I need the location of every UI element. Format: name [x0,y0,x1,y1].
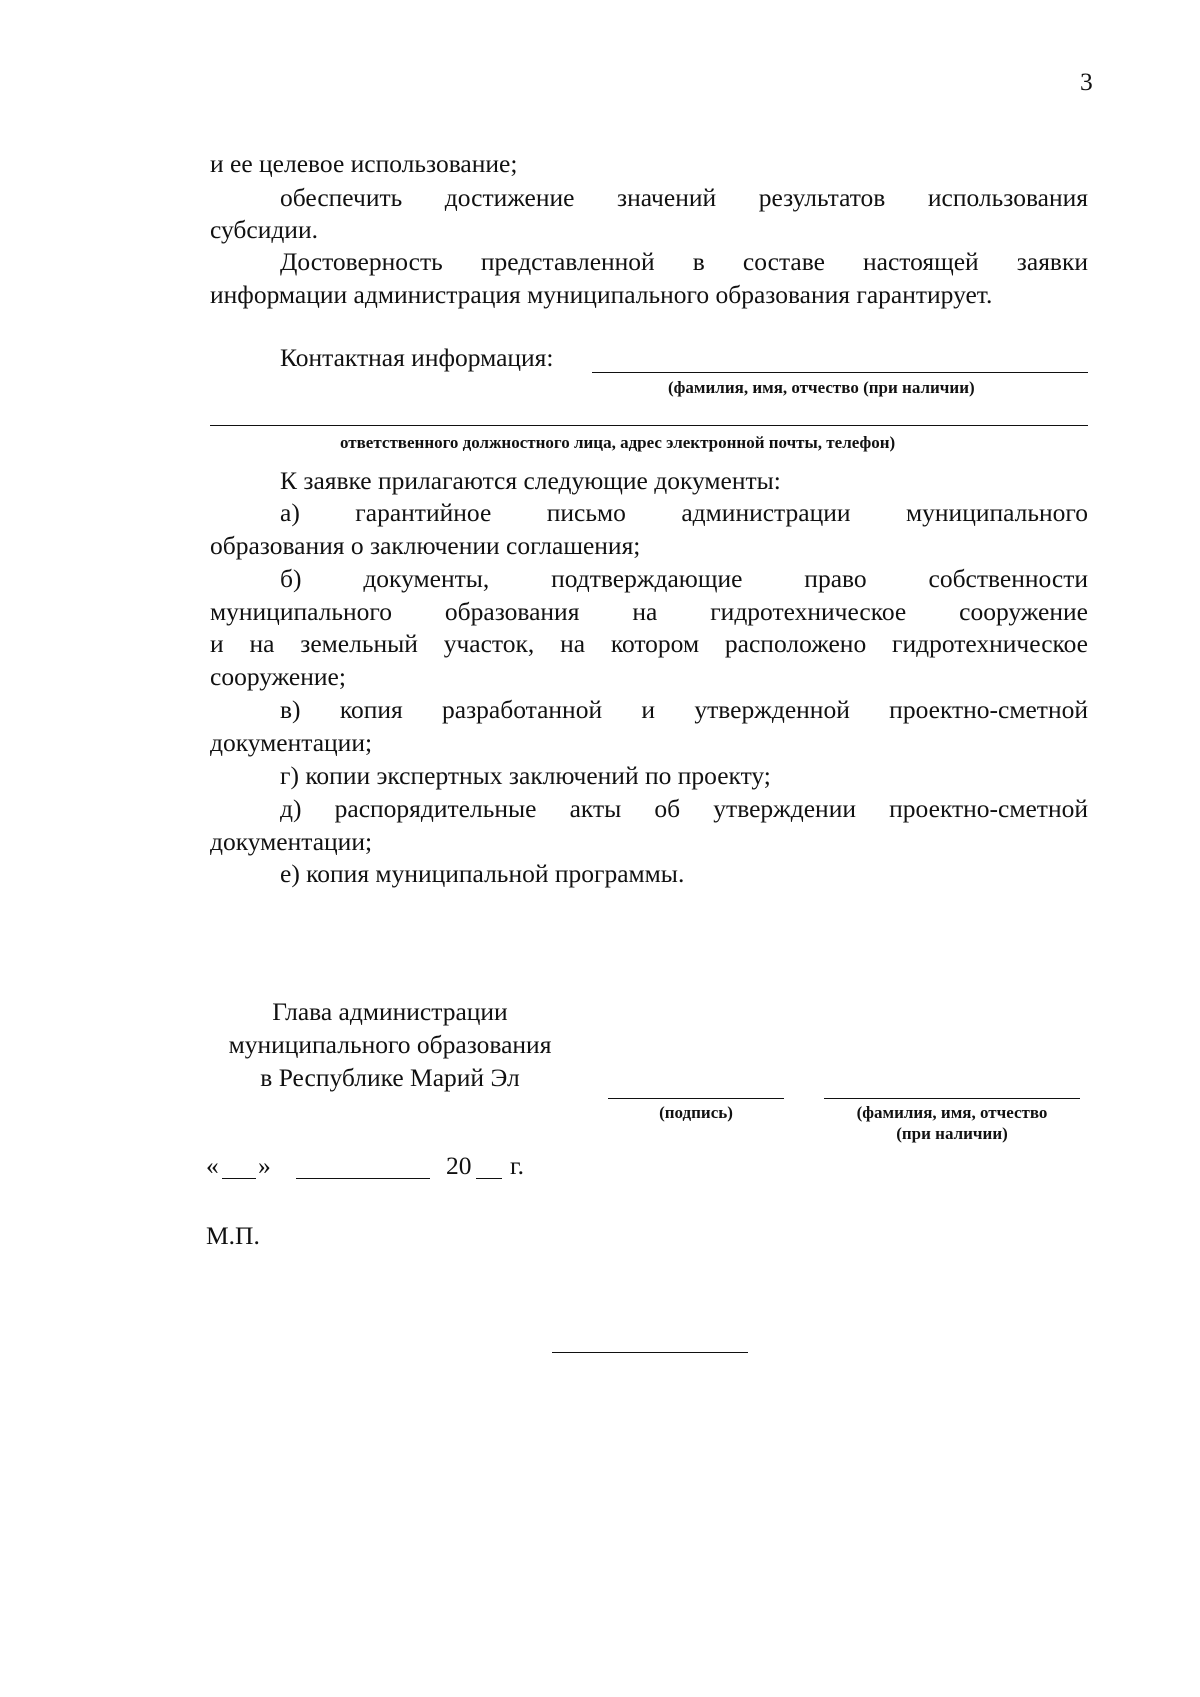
document-item-a-cont: образования о заключении соглашения; [210,531,641,560]
name-caption: (фамилия, имя, отчество [856,1103,1048,1122]
document-item-c-cont: документации; [210,728,373,757]
document-item-d: г) копии экспертных заключений по проекту; [280,761,771,790]
contact-label: Контактная информация: [280,343,554,372]
contact-fill-line [592,372,1088,373]
signature-caption: (подпись) [659,1103,733,1122]
signature-line [608,1098,784,1099]
date-quote-open: « [206,1151,219,1180]
date-month-line [296,1178,430,1179]
paragraph-line: Достоверность представленной в составе настоящей заявки [280,247,1088,276]
paragraph-line: информации администрация муниципального образования гарантирует. [210,280,993,309]
document-item-c: в) копия разработанной и утвержденной проектно-сметной [280,695,1088,724]
document-item-b-cont: сооружение; [210,662,346,691]
document-item-f: е) копия муниципальной программы. [280,859,685,888]
date-day-line [222,1178,256,1179]
contact-fill-line-2 [210,425,1088,426]
signatory-title: в Республике Марий Эл [260,1063,520,1092]
paragraph-line: обеспечить достижение значений результатов использования [280,183,1088,212]
date-year-line [476,1178,502,1179]
document-item-e-cont: документации; [210,827,373,856]
date-year-prefix: 20 [446,1151,472,1180]
name-caption: (при наличии) [896,1124,1008,1143]
seal-mark: М.П. [206,1221,260,1250]
signatory-title: Глава администрации [272,997,508,1026]
name-line [824,1098,1080,1099]
contact-caption-details: ответственного должностного лица, адрес электронной почты, телефон) [340,433,896,452]
paragraph-line: субсидии. [210,215,318,244]
paragraph-line: и ее целевое использование; [210,149,518,178]
document-item-b: б) документы, подтверждающие право собственности [280,564,1088,593]
date-quote-close: » [258,1151,271,1180]
document-item-e: д) распорядительные акты об утверждении проектно-сметной [280,794,1088,823]
document-item-b-cont: муниципального образования на гидротехническое сооружение [210,597,1088,626]
page-number: 3 [1080,67,1093,96]
documents-intro: К заявке прилагаются следующие документы: [280,466,781,495]
closing-separator [552,1352,748,1353]
contact-caption-name: (фамилия, имя, отчество (при наличии) [668,378,975,397]
date-year-suffix: г. [510,1151,524,1180]
document-item-a: а) гарантийное письмо администрации муниципального [280,498,1088,527]
document-item-b-cont: и на земельный участок, на котором расположено гидротехническое [210,629,1088,658]
signatory-title: муниципального образования [228,1030,552,1059]
